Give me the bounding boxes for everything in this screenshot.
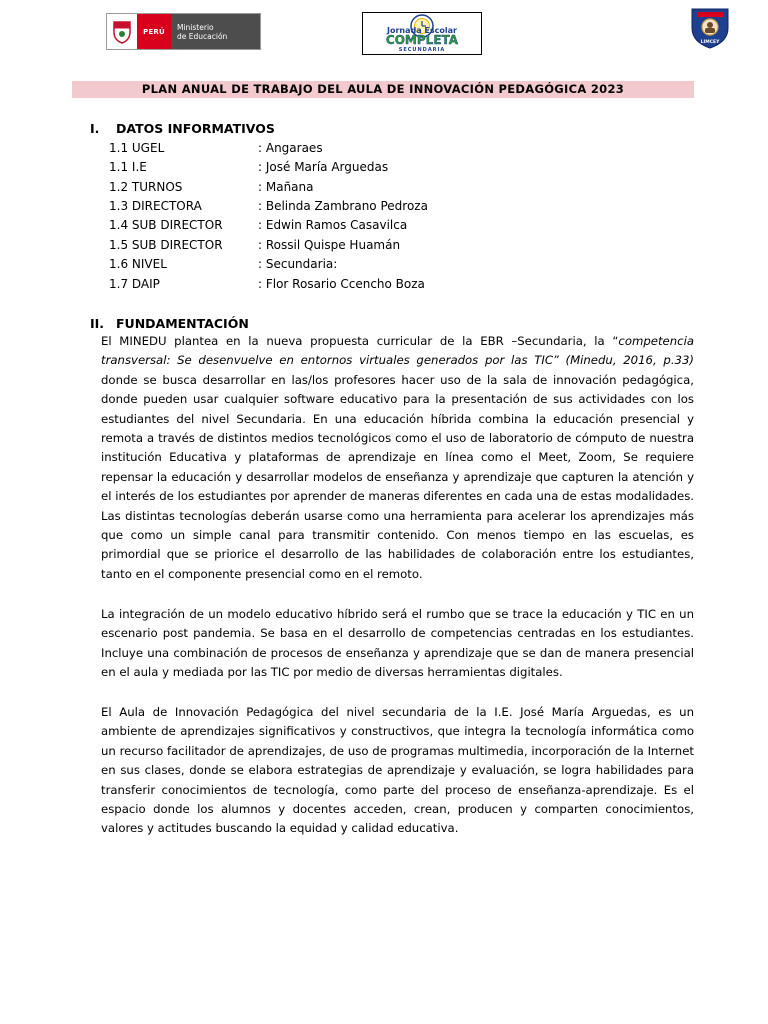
info-label: 1.6 NIVEL <box>109 257 167 271</box>
ministry-label <box>171 14 260 49</box>
paragraph-1-citation: ” (Minedu, 2016, p.33) <box>552 353 694 368</box>
peru-shield-icon <box>107 14 137 49</box>
info-value: : Flor Rosario Ccencho Boza <box>258 277 425 291</box>
info-value: : José María Arguedas <box>258 160 389 174</box>
paragraph-1 <box>101 332 694 584</box>
info-value: : Edwin Ramos Casavilca <box>258 218 408 232</box>
section-1-number: I. <box>90 121 100 136</box>
info-value: : Angaraes <box>258 141 323 155</box>
info-value: : Rossil Quispe Huamán <box>258 238 401 252</box>
info-label: 1.3 DIRECTORA <box>109 199 202 213</box>
document-title: PLAN ANUAL DE TRABAJO DEL AULA DE INNOVACIÓN PEDAGÓGICA 2023 <box>72 81 694 98</box>
info-label: 1.2 TURNOS <box>109 180 183 194</box>
info-label: 1.1 I.E <box>109 160 147 174</box>
info-label: 1.7 DAIP <box>109 277 160 291</box>
info-label: 1.4 SUB DIRECTOR <box>109 218 223 232</box>
paragraph-1-intro: El MINEDU plantea en la nueva propuesta curricular de la EBR –Secundaria, la “ <box>101 334 619 348</box>
paragraph-2: La integración de un modelo educativo híbrido será el rumbo que se trace la educación y TIC en un escenario post pandemia. Se basa en el desarrollo de competencias centradas en los estudiantes. Incluye una combinación de procesos de enseñanza y aprendizaje que se dan de manera presencial en el aula y mediada por las TIC por medio de diversas herramientas digitales. <box>101 607 694 680</box>
paragraph-3: El Aula de Innovación Pedagógica del nivel secundaria de la I.E. José María Arguedas, es un ambiente de aprendizajes significativos y constructivos, que integra la tecnología informática como un recurso facilitador de aprendizajes, de uso de programas multimedia, incorporación de la Internet en sus clases, donde se elabora estrategias de aprendizaje y evaluación, se logra habilidades para transferir conocimientos de tecnología, como parte del proceso de enseñanza-aprendizaje. Es el espacio donde los alumnos y docentes acceden, crean, producen y comparten conocimientos, valores y actitudes buscando la equidad y calidad educativa. <box>101 705 694 836</box>
section-1-heading <box>90 121 275 137</box>
jec-line-1: Jornada Escolar <box>387 26 457 35</box>
school-crest-icon <box>688 6 732 50</box>
info-label: 1.5 SUB DIRECTOR <box>109 238 223 252</box>
info-value: : Belinda Zambrano Pedroza <box>258 199 428 213</box>
section-1-title: DATOS INFORMATIVOS <box>116 121 275 136</box>
info-value: : Mañana <box>258 180 314 194</box>
peru-label: PERÚ <box>137 14 171 49</box>
jec-logo <box>362 12 482 55</box>
jec-line-3: SECUNDARIA <box>398 47 446 53</box>
info-value: : Secundaria: <box>258 257 338 271</box>
minedu-logo <box>106 13 261 50</box>
section-2-title: FUNDAMENTACIÓN <box>116 316 249 331</box>
ministry-line-1: Ministerio <box>177 22 214 32</box>
ministry-line-2: de Educación <box>177 31 228 41</box>
paragraph-1-quote: competencia transversal: Se desenvuelve en entornos virtuales generados por las TIC <box>101 334 694 368</box>
jec-line-2: COMPLETA <box>385 33 459 47</box>
section-2-heading <box>90 316 249 332</box>
info-label: 1.1 UGEL <box>109 141 165 155</box>
crest-text: LIMCEY <box>700 40 720 45</box>
section-2-number: II. <box>90 316 105 331</box>
paragraph-1-body: donde se busca desarrollar en las/los profesores hacer uso de la sala de innovación pedagógica, donde pueden usar cualquier software educativo para la presentación de sus actividades con los estudiantes del nivel Secundaria. En una educación híbrida combina la educación presencial y remota a través de distintos medios tecnológicos como el uso de laboratorio de cómputo de nuestra institución Educativa y plataformas de aprendizaje en línea como el Meet, Zoom, Se requiere repensar la educación y desarrollar modelos de enseñanza y aprendizaje que capturen la atención y el interés de los estudiantes por aprender de maneras diferentes en cada una de estas modalidades. Las distintas tecnologías deberán usarse como una herramienta para acelerar los aprendizajes más que como un simple canal para transmitir contenido. Con menos tiempo en las escuelas, es primordial que se priorice el desarrollo de las habilidades de colaboración entre los estudiantes, tanto en el componente presencial como en el remoto. <box>101 372 694 581</box>
